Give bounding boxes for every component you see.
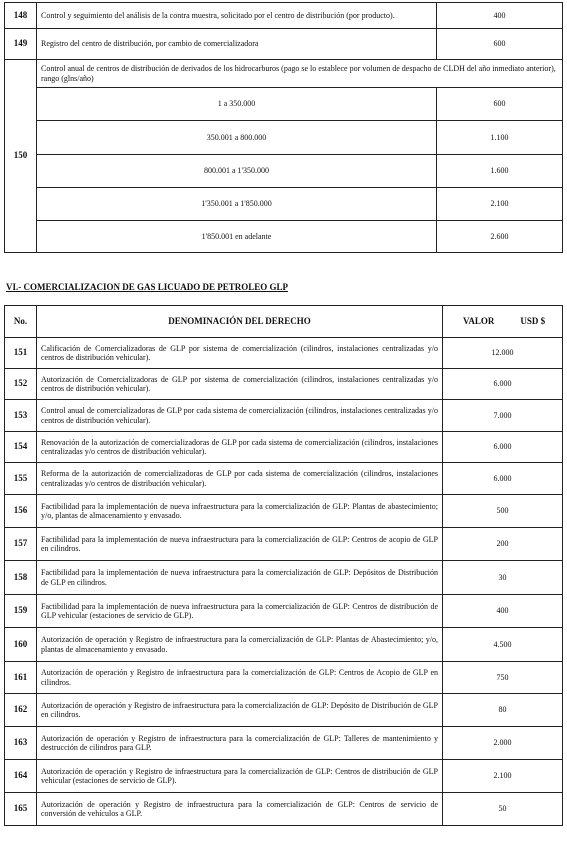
row-value: 80 <box>443 694 563 727</box>
row-description: Calificación de Comercializadoras de GLP por sistema de comercialización (cilindros, instalaciones centralizadas y/o centros de distribución vehicular). <box>37 338 443 369</box>
table-row <box>5 727 563 760</box>
row-value: 750 <box>443 662 563 694</box>
row-number: 156 <box>5 495 37 528</box>
row-number: 164 <box>5 760 37 793</box>
row-description: Factibilidad para la implementación de nueva infraestructura para la comercialización de GLP: Plantas de abastecimiento; y/o, plantas de almacenamiento y envasado. <box>37 495 443 528</box>
row-description: Autorización de operación y Registro de infraestructura para la comercialización de GLP: Depósito de Distribución de GLP en cilindros. <box>37 694 443 727</box>
row-value: 400 <box>437 3 563 29</box>
range-row <box>5 155 563 188</box>
row-description: Autorización de operación y Registro de infraestructura para la comercialización de GLP: Centros de servicio de conversión de vehículos a GLP. <box>37 793 443 826</box>
table-body <box>5 338 563 826</box>
row-value: 7.000 <box>443 400 563 432</box>
header-value-unit: USD $ <box>520 315 546 326</box>
row-value: 2.100 <box>443 760 563 793</box>
row-number: 149 <box>5 29 37 60</box>
row-number: 154 <box>5 432 37 463</box>
row-number: 157 <box>5 528 37 561</box>
row-number: 155 <box>5 463 37 495</box>
range-value: 2.100 <box>437 188 563 221</box>
row-value: 50 <box>443 793 563 826</box>
table-row <box>5 495 563 528</box>
row-value: 400 <box>443 595 563 628</box>
row-description: Autorización de operación y Registro de infraestructura para la comercialización de GLP: Centros de distribución de GLP vehicular (estaciones de servicio de GLP). <box>37 760 443 793</box>
row-description: Factibilidad para la implementación de nueva infraestructura para la comercialización de GLP: Depósitos de Distribución de GLP en cilindros. <box>37 561 443 595</box>
row-number: 153 <box>5 400 37 432</box>
range-row <box>5 221 563 253</box>
row-value: 30 <box>443 561 563 595</box>
range-label: 1'350.001 a 1'850.000 <box>37 188 437 221</box>
range-label: 800.001 a 1'350.000 <box>37 155 437 188</box>
row-value: 2.000 <box>443 727 563 760</box>
table-row <box>5 432 563 463</box>
row-number: 159 <box>5 595 37 628</box>
fees-table-distribution <box>4 2 563 253</box>
row-number: 163 <box>5 727 37 760</box>
fees-table-glp <box>4 305 563 826</box>
row-number: 158 <box>5 561 37 595</box>
row-number: 148 <box>5 3 37 29</box>
header-description: DENOMINACIÓN DEL DERECHO <box>37 306 443 338</box>
table-row <box>5 528 563 561</box>
row-description: Autorización de operación y Registro de infraestructura para la comercialización de GLP: Centros de Acopio de GLP en cilindros. <box>37 662 443 694</box>
row-value: 600 <box>437 29 563 60</box>
row-description: Autorización de operación y Registro de infraestructura para la comercialización de GLP: Talleres de mantenimiento y destrucción de cilindros para GLP. <box>37 727 443 760</box>
range-value: 2.600 <box>437 221 563 253</box>
row-value: 4.500 <box>443 628 563 662</box>
table-row <box>5 760 563 793</box>
row-number: 152 <box>5 369 37 400</box>
table-row <box>5 694 563 727</box>
range-label: 350.001 a 800.000 <box>37 121 437 155</box>
row-description: Control y seguimiento del análisis de la contra muestra, solicitado por el centro de distribución (por producto). <box>37 3 437 29</box>
row-number: 162 <box>5 694 37 727</box>
table-row <box>5 369 563 400</box>
row-description: Control anual de comercializadoras de GLP por cada sistema de comercialización (cilindros, instalaciones centralizadas y/o centros de distribución vehicular). <box>37 400 443 432</box>
row-value: 200 <box>443 528 563 561</box>
header-value <box>443 306 563 338</box>
table-row <box>5 662 563 694</box>
row-description: Autorización de operación y Registro de infraestructura para la comercialización de GLP: Plantas de Abastecimiento; y/o, plantas de almacenamiento y envasado. <box>37 628 443 662</box>
row-value: 6.000 <box>443 463 563 495</box>
range-row <box>5 121 563 155</box>
row-number: 165 <box>5 793 37 826</box>
row-number: 161 <box>5 662 37 694</box>
table-row <box>5 400 563 432</box>
table-row <box>5 628 563 662</box>
table-row <box>5 29 563 60</box>
table-row <box>5 60 563 88</box>
range-value: 1.600 <box>437 155 563 188</box>
range-label: 1'850.001 en adelante <box>37 221 437 253</box>
table-row <box>5 3 563 29</box>
row-description: Factibilidad para la implementación de nueva infraestructura para la comercialización de GLP: Centros de distribución de GLP vehicular (estaciones de servicio de GLP). <box>37 595 443 628</box>
header-number: No. <box>5 306 37 338</box>
row-number: 150 <box>5 60 37 253</box>
row-description: Factibilidad para la implementación de nueva infraestructura para la comercialización de GLP: Centros de acopio de GLP en cilindros. <box>37 528 443 561</box>
row-description: Renovación de la autorización de comercializadoras de GLP por cada sistema de comercialización (cilindros, instalaciones centralizadas y/o centros de distribución vehicular). <box>37 432 443 463</box>
table-row <box>5 338 563 369</box>
range-value: 1.100 <box>437 121 563 155</box>
range-row <box>5 188 563 221</box>
table-header-row <box>5 306 563 338</box>
row-description: Reforma de la autorización de comercializadoras de GLP por cada sistema de comercialización (cilindros, instalaciones centralizadas y/o centros de distribución vehicular). <box>37 463 443 495</box>
row-description: Control anual de centros de distribución de derivados de los hidrocarburos (pago se lo establece por volumen de despacho de CLDH del año inmediato anterior), rango (glns/año) <box>37 60 563 88</box>
row-value: 12.000 <box>443 338 563 369</box>
range-label: 1 a 350.000 <box>37 88 437 121</box>
range-value: 600 <box>437 88 563 121</box>
row-value: 6.000 <box>443 432 563 463</box>
header-value-label: VALOR <box>463 315 495 326</box>
range-row <box>5 88 563 121</box>
row-description: Registro del centro de distribución, por cambio de comercializadora <box>37 29 437 60</box>
table-row <box>5 463 563 495</box>
section-title: VI.- COMERCIALIZACION DE GAS LICUADO DE PETROLEO GLP <box>6 282 289 292</box>
row-number: 151 <box>5 338 37 369</box>
table-row <box>5 561 563 595</box>
table-row <box>5 793 563 826</box>
row-description: Autorización de Comercializadoras de GLP por sistema de comercialización (cilindros, instalaciones centralizadas y/o centros de distribución vehicular). <box>37 369 443 400</box>
row-number: 160 <box>5 628 37 662</box>
row-value: 6.000 <box>443 369 563 400</box>
table-row <box>5 595 563 628</box>
row-value: 500 <box>443 495 563 528</box>
